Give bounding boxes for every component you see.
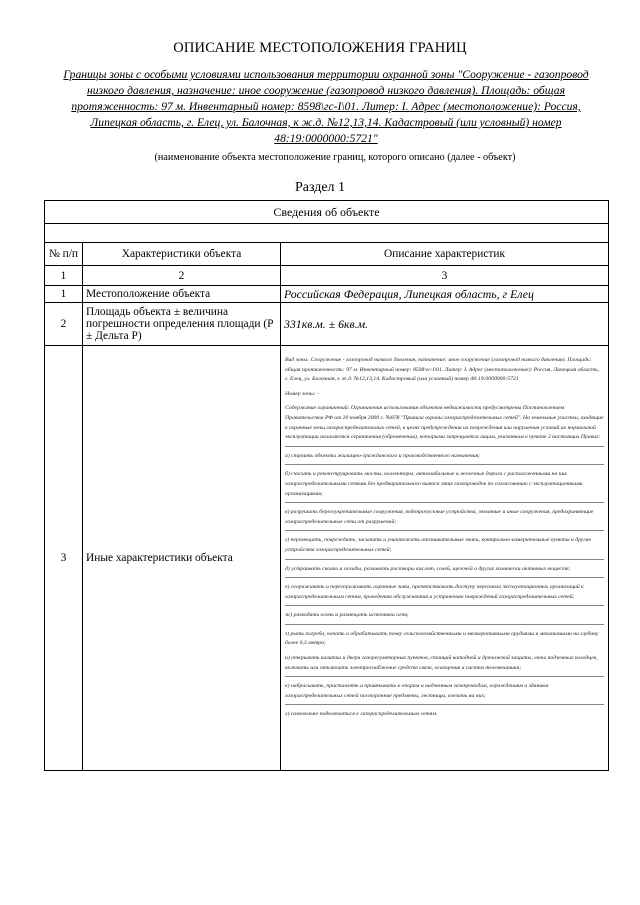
subject-caption: (наименование объекта местоположение границ, которого описано (далее - объект) — [154, 152, 516, 163]
column-header-num: № п/п — [45, 243, 83, 266]
row-description: Российская Федерация, Липецкая область, г Елец — [281, 286, 609, 303]
row-description: 331кв.м. ± 6кв.м. — [281, 303, 609, 346]
description-paragraph: Вид зоны: Сооружение - газопровод низкого давления, назначение: иное сооружение (газопровод низкого давления). Площадь: общая протяженность: 97 м. Инвентарный номер: 8598\гс-I\01. Литер: I. Адрес (местоположение): Россия, Липецкая область, г. Елец, ул. Балочная, к ж.д. №12,13,14. Кадастровый (или условный) номер 48:19:0000000:5721 — [285, 357, 600, 383]
row-number: 3 — [45, 346, 83, 771]
table-header: Сведения об объекте — [45, 201, 609, 224]
column-header-description: Описание характеристик — [281, 243, 609, 266]
object-info-table — [44, 200, 609, 771]
table-row — [45, 303, 609, 346]
description-paragraph: Номер зоны: - — [285, 390, 320, 397]
row-characteristic: Иные характеристики объекта — [83, 346, 281, 771]
index-cell: 2 — [83, 266, 281, 286]
description-paragraph: к) набрасывать, приставлять и привязывать к опорам и надземным газопроводам, ограждениям и зданиям газораспределительных сетей посторонние предметы, лестницы, влезать на них; — [285, 682, 604, 705]
description-paragraph: е) огораживать и перегораживать охранные зоны, препятствовать доступу персонала эксплуатационных организаций к газораспределительным сетям, проведению обслуживания и устранению повреждений газораспределительных сетей; — [285, 583, 604, 606]
description-paragraph: а) строить объекты жилищно-гражданского и производственного назначения; — [285, 452, 604, 466]
row-characteristic: Местоположение объекта — [83, 286, 281, 303]
table-blank-row — [45, 224, 609, 243]
description-paragraph: г) перемещать, повреждать, засыпать и уничтожать опознавательные знаки, контрольно-измерительные пункты и другие устройства газораспределительных сетей; — [285, 536, 604, 559]
row-characteristic: Площадь объекта ± величина погрешности определения площади (P ± Дельта P) — [83, 303, 281, 346]
restrictions-description — [281, 346, 609, 771]
description-paragraph: в) разрушать берегоукрепительные сооружения, водопропускные устройства, земляные и иные сооружения, предохраняющие газораспределительные сети от разрушений; — [285, 508, 604, 531]
description-paragraph: б) сносить и реконструировать мосты, коллекторы, автомобильные и железные дороги с расположенными на них газораспределительными сетями без предварительного выноса этих газопроводов по согласованию с эксплуатационными организациями; — [285, 470, 604, 503]
description-paragraph: л) самовольно подключаться к газораспределительным сетям. — [285, 711, 438, 718]
index-cell: 3 — [281, 266, 609, 286]
section-title: Раздел 1 — [294, 180, 346, 195]
table-row — [45, 286, 609, 303]
description-paragraph: д) устраивать свалки и склады, разливать растворы кислот, солей, щелочей и других химически активных веществ; — [285, 565, 604, 579]
row-number: 1 — [45, 286, 83, 303]
description-paragraph: и) открывать калитки и двери газорегуляторных пунктов, станций катодной и дренажной защиты, люки подземных колодцев, включать или отключать электроснабжение средств связи, освещения и систем телемеханики; — [285, 654, 604, 677]
description-paragraph: ж) разводить огонь и размещать источники огня; — [285, 611, 604, 625]
column-header-characteristic: Характеристики объекта — [83, 243, 281, 266]
object-subject: Границы зоны с особыми условиями использования территории охранной зоны "Сооружение - газопровод низкого давления, назначение: иное сооружение (газопровод низкого давления). Площадь: общая протяженность: 97 м. Инвентарный номер: 8598\гс-I\01. Литер: I. Адрес (местоположение): Россия, Липецкая область, г. Елец, ул. Балочная, к ж.д. №12,13,14. Кадастровый (или условный) номер 48:19:0000000:5721" — [63, 68, 589, 145]
table-row — [45, 346, 609, 771]
description-paragraph: з) рыть погреба, копать и обрабатывать почву сельскохозяйственными и мелиоративными орудиями и механизмами на глубину более 0,3 метра; — [285, 630, 599, 647]
description-paragraph: Содержание ограничений: Ограничения использования объектов недвижимости предусмотрены Постановлением Правительства РФ от 20 ноября 2000 г. №878 "Правила охраны газораспределительных сетей". На земельные участки, входящие в охранные зоны газораспределительных сетей, в целях предупреждения их повреждения или нарушения условий их нормальной эксплуатации налагаются ограничения (обременения), которыми запрещается лицам, указанным в пункте 2 настоящих Правил: — [285, 404, 604, 446]
index-cell: 1 — [45, 266, 83, 286]
page-title: ОПИСАНИЕ МЕСТОПОЛОЖЕНИЯ ГРАНИЦ — [173, 40, 467, 56]
row-number: 2 — [45, 303, 83, 346]
